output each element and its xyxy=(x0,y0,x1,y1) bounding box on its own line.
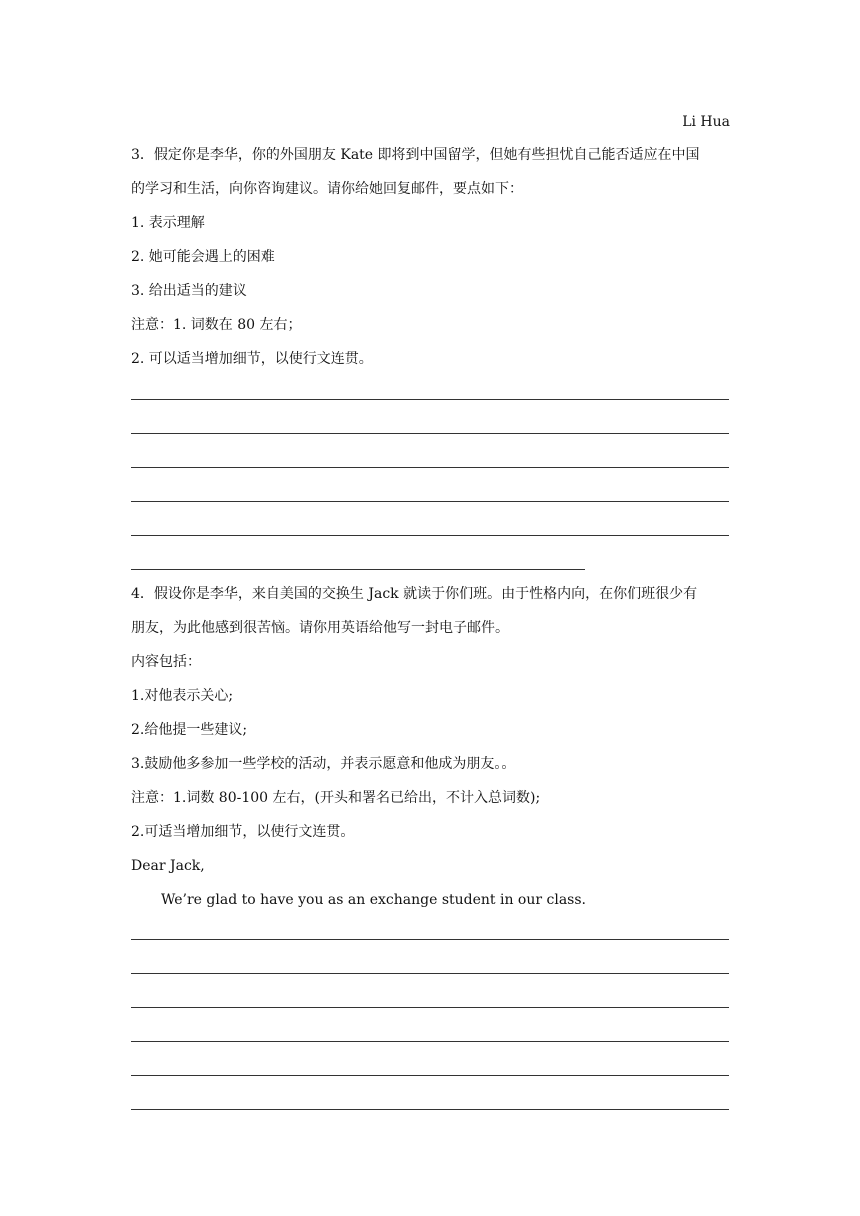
q4-point-2: 2.给他提一些建议; xyxy=(131,722,248,738)
q4-point-3: 3.鼓励他多参加一些学校的活动，并表示愿意和他成为朋友。。 xyxy=(131,756,516,772)
q3-answer-line[interactable] xyxy=(131,569,585,570)
q3-point-2: 2. 她可能会遇上的困难 xyxy=(131,249,275,265)
q3-answer-line[interactable] xyxy=(131,433,729,434)
q4-answer-line[interactable] xyxy=(131,973,729,974)
q3-answer-line[interactable] xyxy=(131,467,729,468)
q3-answer-line[interactable] xyxy=(131,399,729,400)
q4-note-1: 注意：1.词数 80-100 左右，(开头和署名已给出，不计入总词数); xyxy=(131,790,541,806)
q3-note-2: 2. 可以适当增加细节，以使行文连贯。 xyxy=(131,351,373,367)
q4-answer-line[interactable] xyxy=(131,1075,729,1076)
q4-opening-sentence: We’re glad to have you as an exchange student in our class. xyxy=(161,892,587,908)
q4-point-1: 1.对他表示关心; xyxy=(131,688,234,704)
q4-answer-line[interactable] xyxy=(131,1041,729,1042)
q3-point-1: 1. 表示理解 xyxy=(131,215,205,231)
q3-prompt-line-2: 的学习和生活，向你咨询建议。请你给她回复邮件，要点如下： xyxy=(131,181,523,197)
q4-answer-line[interactable] xyxy=(131,1007,729,1008)
q4-salutation: Dear Jack, xyxy=(131,858,205,874)
q4-prompt-line-2: 朋友，为此他感到很苦恼。请你用英语给他写一封电子邮件。 xyxy=(131,620,509,636)
q4-answer-line[interactable] xyxy=(131,939,729,940)
q4-content-heading: 内容包括： xyxy=(131,654,201,670)
q4-prompt-line-1: 4．假设你是李华，来自美国的交换生 Jack 就读于你们班。由于性格内向，在你们班很少有 xyxy=(131,586,698,602)
q3-point-3: 3. 给出适当的建议 xyxy=(131,283,247,299)
signature: Li Hua xyxy=(682,114,730,130)
q3-answer-line[interactable] xyxy=(131,501,729,502)
q3-prompt-line-1: 3．假定你是李华，你的外国朋友 Kate 即将到中国留学，但她有些担忧自己能否适应在中国 xyxy=(131,147,700,163)
q3-note-1: 注意：1. 词数在 80 左右； xyxy=(131,317,302,333)
q3-answer-line[interactable] xyxy=(131,535,729,536)
q4-answer-line[interactable] xyxy=(131,1109,729,1110)
q4-note-2: 2.可适当增加细节，以使行文连贯。 xyxy=(131,824,355,840)
